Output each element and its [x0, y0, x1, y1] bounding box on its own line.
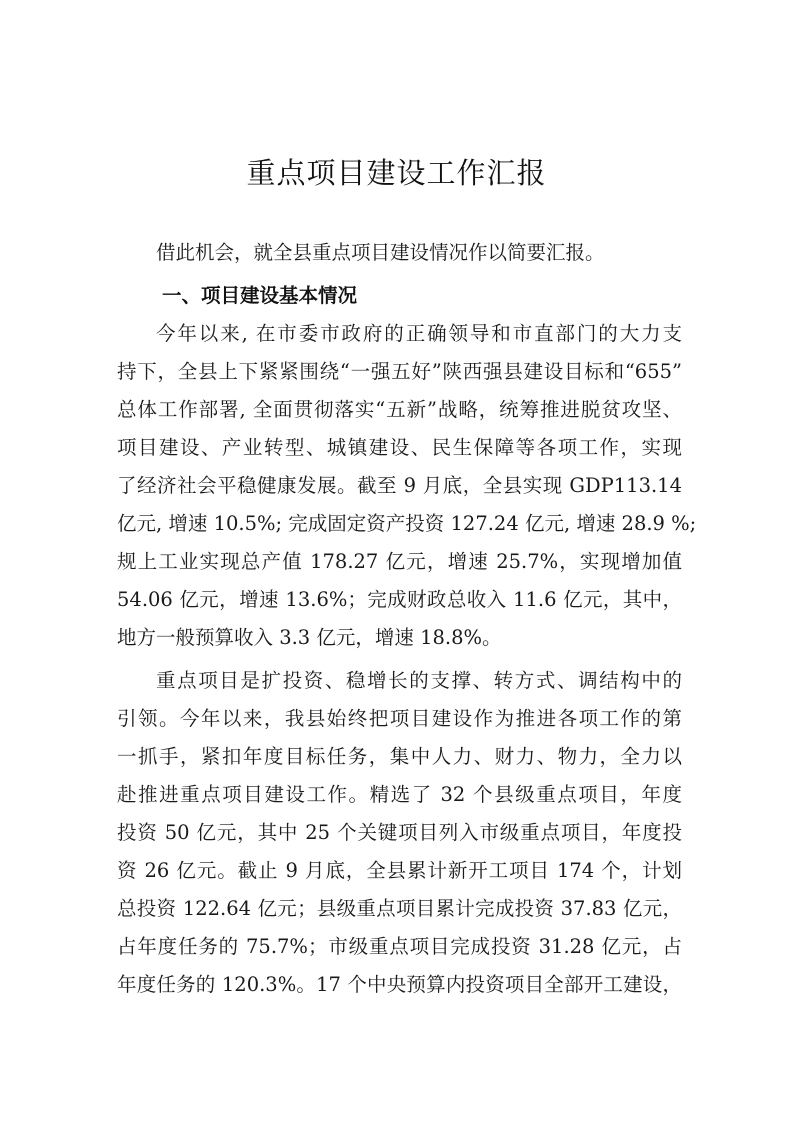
paragraph-line: 赴推进重点项目建设工作。精选了 32 个县级重点项目，年度 [117, 783, 682, 806]
paragraph-line: 总投资 122.64 亿元；县级重点项目累计完成投资 37.83 亿元， [117, 897, 682, 920]
paragraph-line: 地方一般预算收入 3.3 亿元，增速 18.8%。 [117, 626, 502, 649]
paragraph-line: 投资 50 亿元，其中 25 个关键项目列入市级重点项目，年度投 [117, 821, 682, 844]
paragraph-line: 总体工作部署, 全面贯彻落实“五新”战略，统筹推进脱贫攻坚、 [117, 398, 682, 421]
section-heading: 一、项目建设基本情况 [162, 284, 358, 307]
paragraph-line: 54.06 亿元，增速 13.6%；完成财政总收入 11.6 亿元，其中， [117, 588, 682, 611]
paragraph-line: 占年度任务的 75.7%；市级重点项目完成投资 31.28 亿元，占 [117, 935, 682, 958]
paragraph-line: 项目建设、产业转型、城镇建设、民生保障等各项工作，实现 [117, 436, 682, 459]
paragraph-line: 亿元, 增速 10.5%; 完成固定资产投资 127.24 亿元, 增速 28.9 %; [117, 512, 697, 535]
paragraph-line: 规上工业实现总产值 178.27 亿元，增速 25.7%，实现增加值 [117, 550, 682, 573]
paragraph-line: 重点项目是扩投资、稳增长的支撑、转方式、调结构中的 [156, 669, 682, 692]
paragraph-line: 一抓手，紧扣年度目标任务，集中人力、财力、物力，全力以 [117, 745, 682, 768]
paragraph-line: 今年以来, 在市委市政府的正确领导和市直部门的大力支 [156, 322, 682, 345]
paragraph-line: 了经济社会平稳健康发展。截至 9 月底，全县实现 GDP113.14 [117, 474, 682, 497]
paragraph-line: 年度任务的 120.3%。17 个中央预算内投资项目全部开工建设， [117, 973, 682, 996]
paragraph-line: 引领。今年以来，我县始终把项目建设作为推进各项工作的第 [117, 707, 682, 730]
paragraph-line: 资 26 亿元。截止 9 月底，全县累计新开工项目 174 个，计划 [117, 859, 682, 882]
document-title: 重点项目建设工作汇报 [246, 156, 547, 190]
paragraph-line: 持下，全县上下紧紧围绕“一强五好”陕西强县建设目标和“655” [117, 360, 682, 383]
intro-paragraph: 借此机会，就全县重点项目建设情况作以简要汇报。 [156, 241, 605, 264]
